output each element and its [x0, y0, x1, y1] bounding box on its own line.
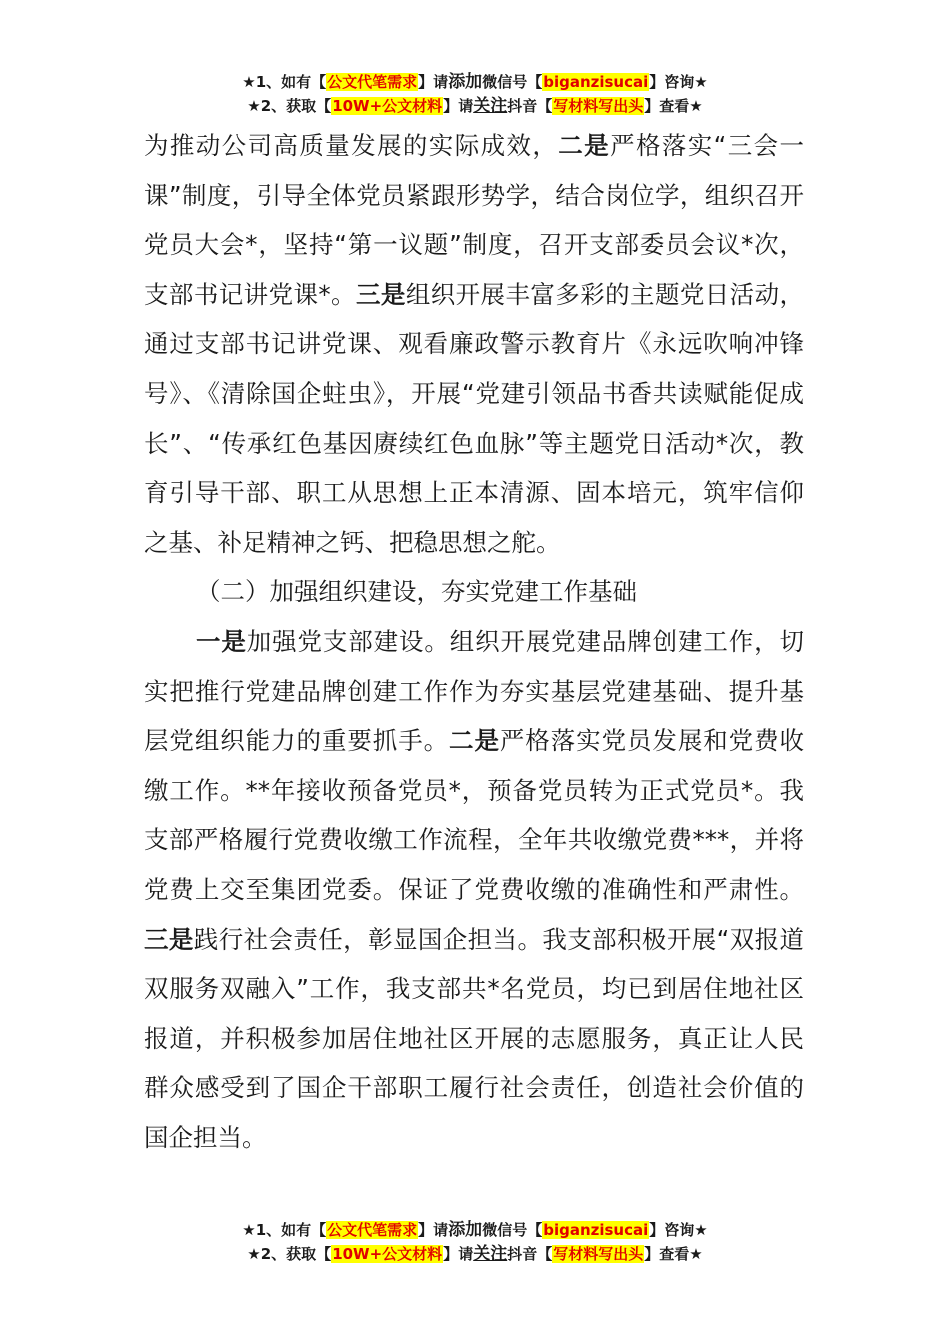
highlight-douyin: 写材料写出头 — [553, 1245, 644, 1263]
highlight-ghostwriting: 公文代笔需求 — [327, 73, 418, 91]
promo-line-2: ★2、获取【10W+公文材料】请关注抖音【写材料写出头】查看★ — [247, 96, 703, 116]
highlight-materials: 10W+公文材料 — [332, 1245, 443, 1263]
promo-banner-bottom — [0, 1218, 950, 1266]
highlight-wechat-id: biganzisucai — [543, 1221, 649, 1239]
paragraph-1: 为推动公司高质量发展的实际成效，二是严格落实“三会一课”制度，引导全体党员紧跟形势学，结合岗位学，组织召开党员大会*，坚持“第一议题”制度，召开支部委员会议*次，支部书记讲党课*。三是组织开展丰富多彩的主题党日活动，通过支部书记讲党课、观看廉政警示教育片《永远吹响冲锋号》、《清除国企蛀虫》，开展“党建引领品书香共读赋能促成长”、“传承红色基因赓续红色血脉”等主题党日活动*次，教育引导干部、职工从思想上正本清源、固本培元，筑牢信仰之基、补足精神之钙、把稳思想之舵。 — [144, 131, 805, 557]
promo-line-1: ★1、如有【公文代笔需求】请添加微信号【biganzisucai】咨询★ — [242, 72, 708, 92]
document-body — [144, 121, 804, 1162]
section-heading-2: （二）加强组织建设，夯实党建工作基础 — [196, 577, 637, 607]
promo-line-1: ★1、如有【公文代笔需求】请添加微信号【biganzisucai】咨询★ — [242, 1220, 708, 1240]
highlight-douyin: 写材料写出头 — [553, 97, 644, 115]
paragraph-3: 一是加强党支部建设。组织开展党建品牌创建工作，切实把推行党建品牌创建工作作为夯实基层党建基础、提升基层党组织能力的重要抓手。二是严格落实党员发展和党费收缴工作。**年接收预备党员*，预备党员转为正式党员*。我支部严格履行党费收缴工作流程，全年共收缴党费***，并将党费上交至集团党委。保证了党费收缴的准确性和严肃性。三是践行社会责任，彰显国企担当。我支部积极开展“双报道双服务双融入”工作，我支部共*名党员，均已到居住地社区报道，并积极参加居住地社区开展的志愿服务，真正让人民群众感受到了国企干部职工履行社会责任，创造社会价值的国企担当。 — [144, 626, 805, 1152]
promo-line-2: ★2、获取【10W+公文材料】请关注抖音【写材料写出头】查看★ — [247, 1244, 703, 1264]
promo-banner-top — [0, 70, 950, 118]
highlight-ghostwriting: 公文代笔需求 — [327, 1221, 418, 1239]
highlight-materials: 10W+公文材料 — [332, 97, 443, 115]
highlight-wechat-id: biganzisucai — [543, 73, 649, 91]
